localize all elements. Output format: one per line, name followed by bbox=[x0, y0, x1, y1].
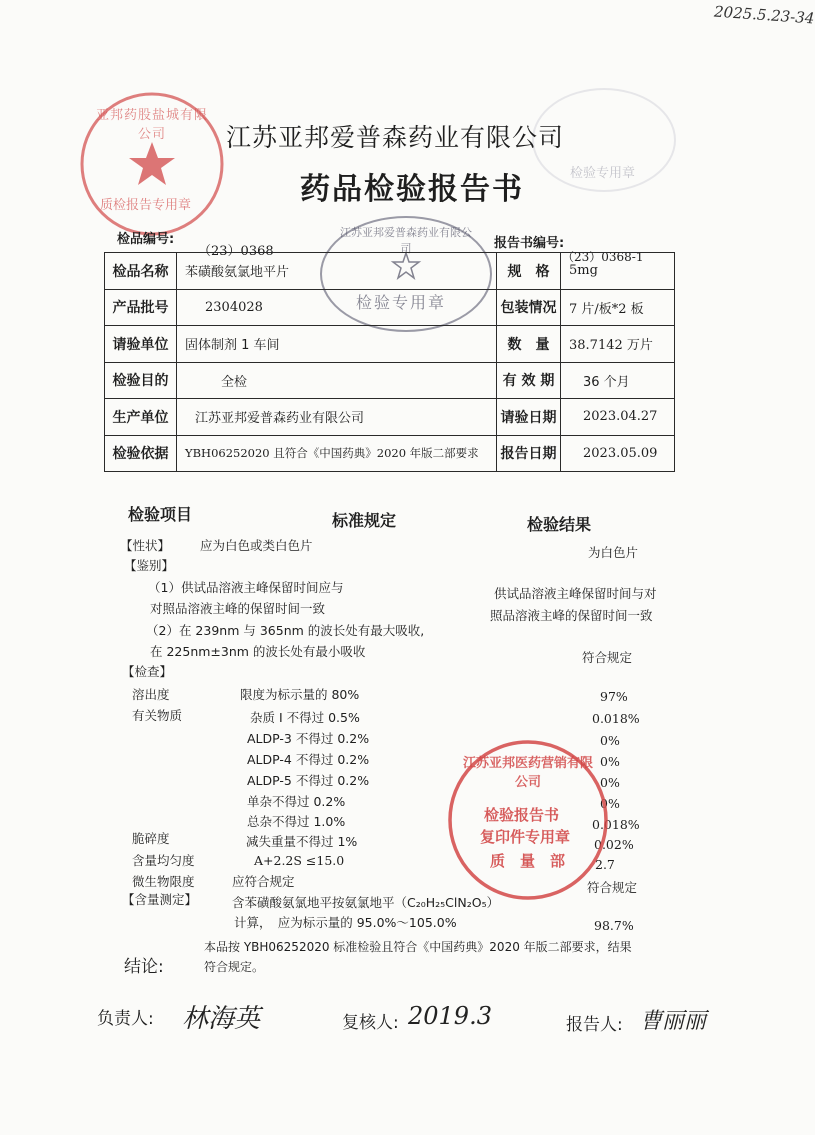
responsible-label: 负责人: bbox=[97, 1009, 154, 1029]
total-std: 总杂不得过 1.0% bbox=[247, 814, 346, 829]
ident1-res-a: 供试品溶液主峰保留时间与对 bbox=[494, 586, 657, 601]
table-row: 检品名称 苯磺酸氨氯地平片 规 格 5mg bbox=[105, 253, 675, 290]
friability-label: 脆碎度 bbox=[132, 831, 170, 846]
single-res: 0% bbox=[600, 796, 620, 811]
page-title: 药品检验报告书 bbox=[300, 172, 524, 207]
company-name: 江苏亚邦爱普森药业有限公司 bbox=[226, 123, 565, 152]
single-std: 单杂不得过 0.2% bbox=[247, 794, 346, 809]
ident2-res: 符合规定 bbox=[582, 650, 633, 665]
table-row: 产品批号 2304028 包装情况 7 片/板*2 板 bbox=[105, 289, 675, 326]
table-row: 请验单位 固体制剂 1 车间 数 量 38.7142 万片 bbox=[105, 326, 675, 363]
table-row: 检验依据 YBH06252020 且符合《中国药典》2020 年版二部要求 报告日期 2023.05.09 bbox=[105, 435, 675, 472]
ident1-res-b: 照品溶液主峰的保留时间一致 bbox=[490, 608, 653, 623]
aldp3-res: 0% bbox=[600, 733, 620, 748]
micro-label: 微生物限度 bbox=[132, 874, 195, 889]
uniformity-res: 2.7 bbox=[595, 857, 615, 872]
aldp4-res: 0% bbox=[600, 754, 620, 769]
assay-head: 【含量测定】 bbox=[122, 892, 198, 907]
spec-value: 5mg bbox=[561, 253, 675, 290]
seal-top-left-text: 质检报告专用章 bbox=[100, 198, 192, 213]
imp1-std: 杂质 I 不得过 0.5% bbox=[250, 710, 360, 725]
ident2-std-a: （2）在 239nm 与 365nm 的波长处有最大吸收, bbox=[146, 623, 425, 638]
micro-res: 符合规定 bbox=[587, 880, 638, 895]
sample-no: （23）0368 bbox=[198, 244, 274, 259]
uniformity-std: A+2.2S ≤15.0 bbox=[254, 853, 345, 868]
seal-top-left-ring-text: 亚邦药股盐城有限公司 bbox=[95, 108, 208, 142]
dissolution-std: 限度为标示量的 80% bbox=[240, 687, 360, 702]
report-no-label: 报告书编号: bbox=[494, 236, 565, 251]
manufacturer-value: 江苏亚邦爱普森药业有限公司 bbox=[177, 399, 497, 436]
ident-head: 【鉴别】 bbox=[124, 558, 175, 573]
aldp4-std: ALDP-4 不得过 0.2% bbox=[247, 752, 370, 767]
reporter-label: 报告人: bbox=[566, 1015, 623, 1035]
aldp3-std: ALDP-3 不得过 0.2% bbox=[247, 731, 370, 746]
report-no: （23）0368-1 bbox=[562, 250, 644, 264]
reporter-signature: 曹丽丽 bbox=[640, 1009, 707, 1034]
dissolution-label: 溶出度 bbox=[132, 687, 170, 702]
table-row: 检验目的 全检 有 效 期 36 个月 bbox=[105, 362, 675, 399]
responsible-signature: 林海英 bbox=[182, 1004, 261, 1034]
purpose-value: 全检 bbox=[177, 362, 497, 399]
col-header-standard: 标准规定 bbox=[332, 511, 397, 530]
prop-std: 应为白色或类白色片 bbox=[200, 538, 313, 553]
micro-std: 应符合规定 bbox=[232, 874, 295, 889]
reviewer-signature: 2019.3 bbox=[408, 1002, 492, 1030]
col-header-result: 检验结果 bbox=[527, 515, 592, 534]
friability-res: 0.02% bbox=[594, 837, 634, 852]
conclusion-text-a: 本品按 YBH06252020 标准检验且符合《中国药典》2020 年版二部要求，结果 bbox=[204, 940, 632, 954]
assay-std-a: 含苯磺酸氨氯地平按氨氯地平（C₂₀H₂₅ClN₂O₅） bbox=[232, 895, 500, 910]
table-row: 生产单位 江苏亚邦爱普森药业有限公司 请验日期 2023.04.27 bbox=[105, 399, 675, 436]
product-name: 苯磺酸氨氯地平片 bbox=[177, 253, 497, 290]
report-date-value: 2023.05.09 bbox=[561, 435, 675, 472]
sample-no-label: 检品编号: bbox=[117, 232, 175, 247]
reviewer-label: 复核人: bbox=[342, 1013, 399, 1033]
faded-stamp: 检验专用章 bbox=[532, 88, 676, 192]
conclusion-label: 结论: bbox=[124, 957, 164, 977]
batch-value: 2304028 bbox=[177, 289, 497, 326]
ident2-std-b: 在 225nm±3nm 的波长处有最小吸收 bbox=[150, 644, 366, 659]
red-seal-top-left bbox=[78, 90, 226, 238]
prop-res: 为白色片 bbox=[588, 545, 639, 560]
request-date-value: 2023.04.27 bbox=[561, 399, 675, 436]
related-label: 有关物质 bbox=[132, 708, 183, 723]
col-header-item: 检验项目 bbox=[128, 505, 193, 524]
quantity-value: 38.7142 万片 bbox=[561, 326, 675, 363]
ident1-std-b: 对照品溶液主峰的保留时间一致 bbox=[150, 601, 326, 616]
assay-std-b: 计算， 应为标示量的 95.0%～105.0% bbox=[234, 915, 457, 930]
friability-std: 减失重量不得过 1% bbox=[246, 834, 358, 849]
prop-head: 【性状】 bbox=[120, 538, 171, 553]
uniformity-label: 含量均匀度 bbox=[132, 853, 195, 868]
gray-seal-center: 江苏亚邦爱普森药业有限公司 检验专用章 bbox=[320, 216, 492, 332]
imp1-res: 0.018% bbox=[592, 711, 640, 726]
red-seal-right: 江苏亚邦医药营销有限公司 检验报告书 复印件专用章 质 量 部 bbox=[446, 738, 610, 902]
aldp5-std: ALDP-5 不得过 0.2% bbox=[247, 773, 370, 788]
star-icon bbox=[129, 142, 175, 185]
basis-value: YBH06252020 且符合《中国药典》2020 年版二部要求 bbox=[177, 435, 497, 472]
conclusion-text-b: 符合规定。 bbox=[204, 960, 265, 974]
aldp5-res: 0% bbox=[600, 775, 620, 790]
assay-res: 98.7% bbox=[594, 918, 634, 933]
package-value: 7 片/板*2 板 bbox=[561, 289, 675, 326]
validity-value: 36 个月 bbox=[561, 362, 675, 399]
check-head: 【检查】 bbox=[122, 664, 173, 679]
dissolution-res: 97% bbox=[600, 689, 628, 704]
info-table bbox=[104, 252, 675, 472]
requester-value: 固体制剂 1 车间 bbox=[177, 326, 497, 363]
total-res: 0.018% bbox=[592, 817, 640, 832]
handwritten-annotation: 2025.5.23-34 bbox=[713, 2, 815, 28]
ident1-std-a: （1）供试品溶液主峰保留时间应与 bbox=[148, 580, 344, 595]
